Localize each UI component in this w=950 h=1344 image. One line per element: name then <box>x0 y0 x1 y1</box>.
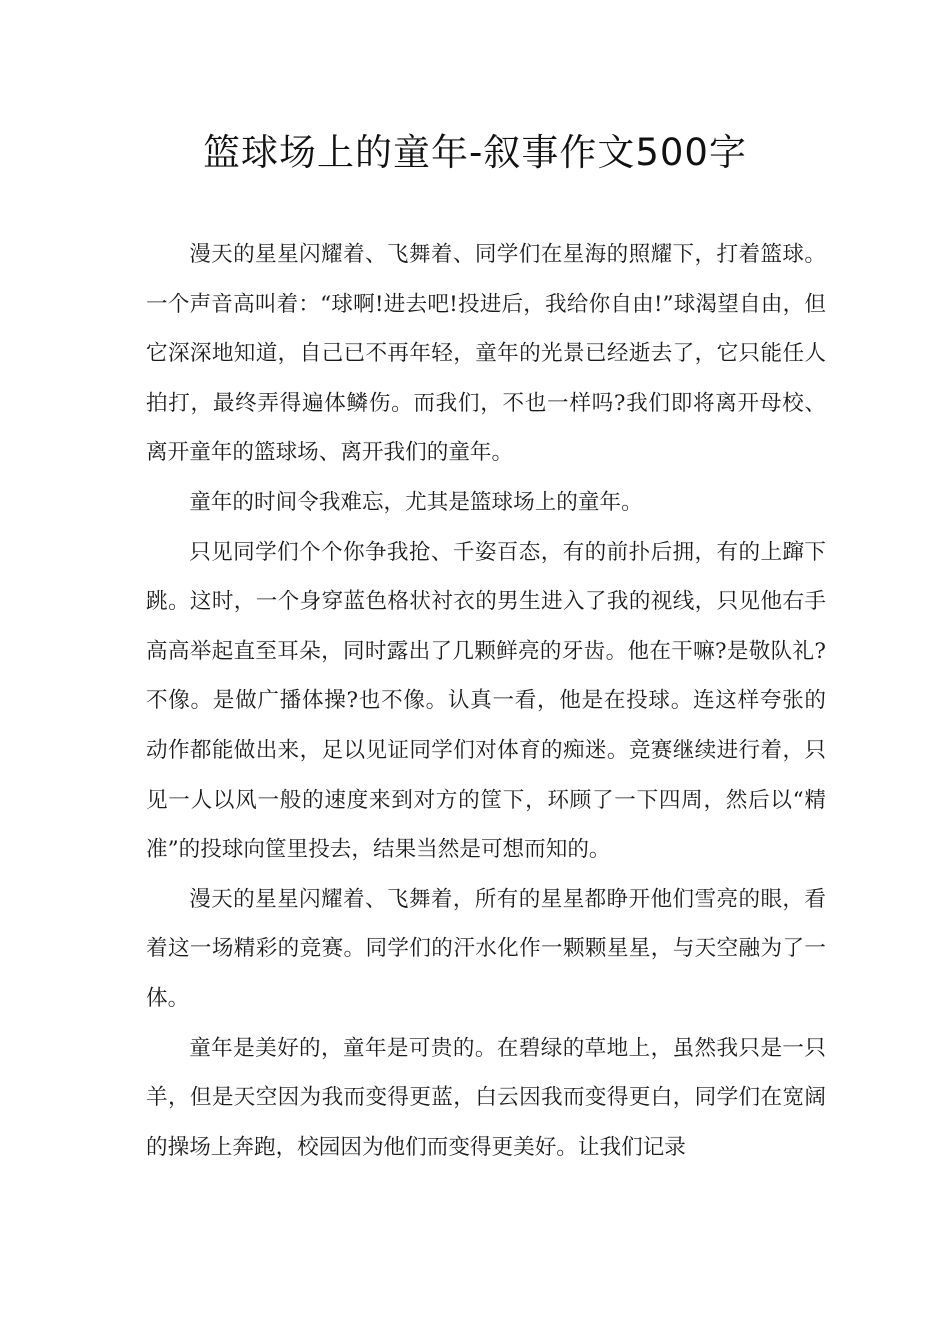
paragraph-5: 童年是美好的，童年是可贵的。在碧绿的草地上，虽然我只是一只羊，但是天空因为我而变得更蓝，白云因我而变得更白，同学们在宽阔的操场上奔跑，校园因为他们而变得更美好。让我们记录 <box>146 1035 826 1160</box>
paragraph-4: 漫天的星星闪耀着、飞舞着，所有的星星都睁开他们雪亮的眼，看着这一场精彩的竞赛。同学们的汗水化作一颗颗星星，与天空融为了一体。 <box>146 886 826 1011</box>
document-body <box>146 230 826 1172</box>
document-title: 篮球场上的童年-叙事作文500字 <box>203 131 747 174</box>
paragraph-3: 只见同学们个个你争我抢、千姿百态，有的前扑后拥，有的上蹿下跳。这时，一个身穿蓝色格状衬衣的男生进入了我的视线，只见他右手高高举起直至耳朵，同时露出了几颗鲜亮的牙齿。他在干嘛?是敬队礼?不像。是做广播体操?也不像。认真一看，他是在投球。连这样夸张的动作都能做出来，足以见证同学们对体育的痴迷。竞赛继续进行着，只见一人以风一般的速度来到对方的筐下，环顾了一下四周，然后以“精准”的投球向筐里投去，结果当然是可想而知的。 <box>146 539 826 863</box>
paragraph-2: 童年的时间令我难忘，尤其是篮球场上的童年。 <box>189 489 643 515</box>
paragraph-1: 漫天的星星闪耀着、飞舞着、同学们在星海的照耀下，打着篮球。一个声音高叫着：“球啊!进去吧!投进后，我给你自由!”球渴望自由，但它深深地知道，自己已不再年轻，童年的光景已经逝去了，它只能任人拍打，最终弄得遍体鳞伤。而我们，不也一样吗?我们即将离开母校、离开童年的篮球场、离开我们的童年。 <box>146 242 826 466</box>
